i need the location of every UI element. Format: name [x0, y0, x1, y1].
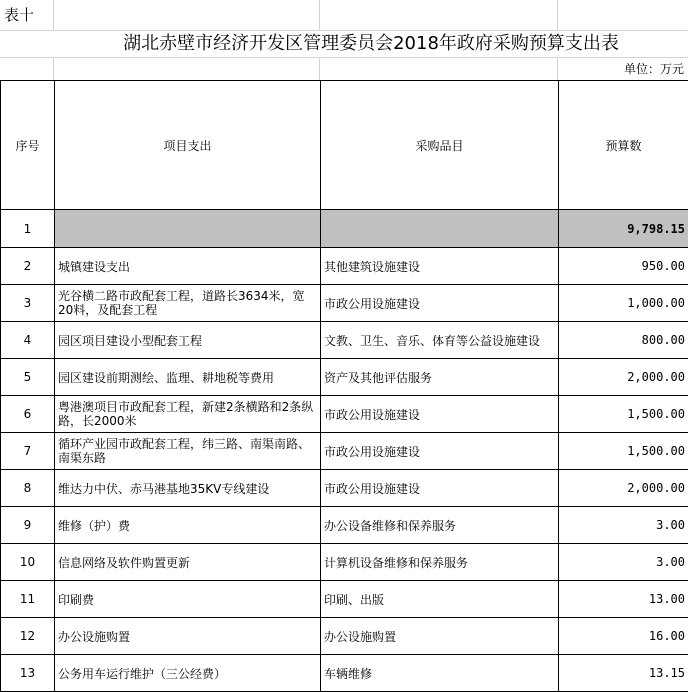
- row-seq: 2: [1, 248, 55, 285]
- budget-table: [0, 80, 688, 692]
- row-item: 办公设施购置: [55, 618, 321, 655]
- row-budget: 13.00: [559, 581, 688, 618]
- row-item: 园区项目建设小型配套工程: [55, 322, 321, 359]
- row-seq: 4: [1, 322, 55, 359]
- header-budget: 预算数: [559, 81, 688, 210]
- total-row: [1, 210, 688, 248]
- row-category: 车辆维修: [321, 655, 559, 692]
- row-item: 公务用车运行维护（三公经费）: [55, 655, 321, 692]
- row-seq: 11: [1, 581, 55, 618]
- row-item: 园区建设前期测绘、监理、耕地税等费用: [55, 359, 321, 396]
- row-category: 计算机设备维修和保养服务: [321, 544, 559, 581]
- row-seq: 13: [1, 655, 55, 692]
- row-seq: 8: [1, 470, 55, 507]
- row-seq: 3: [1, 285, 55, 322]
- unit-label: 单位：万元: [624, 61, 684, 77]
- row-budget: 1,500.00: [559, 433, 688, 470]
- gridline: [53, 57, 54, 80]
- row-category: 印刷、出版: [321, 581, 559, 618]
- row-seq: 9: [1, 507, 55, 544]
- row-category: 文教、卫生、音乐、体育等公益设施建设: [321, 322, 559, 359]
- row-item: 城镇建设支出: [55, 248, 321, 285]
- row-budget: 13.15: [559, 655, 688, 692]
- row-category: 其他建筑设施建设: [321, 248, 559, 285]
- header-seq: 序号: [1, 81, 55, 210]
- row-category: 市政公用设施建设: [321, 285, 559, 322]
- row-item: 光谷横二路市政配套工程，道路长3634米，宽20料，及配套工程: [55, 285, 321, 322]
- table-row: [1, 396, 688, 433]
- total-item: [55, 210, 321, 248]
- row-seq: 12: [1, 618, 55, 655]
- header-item: 项目支出: [55, 81, 321, 210]
- row-item: 印刷费: [55, 581, 321, 618]
- row-item: 信息网络及软件购置更新: [55, 544, 321, 581]
- row-category: 办公设施购置: [321, 618, 559, 655]
- row-seq: 6: [1, 396, 55, 433]
- table-row: [1, 470, 688, 507]
- row-item: 维修（护）费: [55, 507, 321, 544]
- row-category: 市政公用设施建设: [321, 396, 559, 433]
- page-title: 湖北赤壁市经济开发区管理委员会2018年政府采购预算支出表: [54, 31, 688, 57]
- row-budget: 950.00: [559, 248, 688, 285]
- table-row: [1, 507, 688, 544]
- table-row: [1, 544, 688, 581]
- gridline: [557, 57, 558, 80]
- row-seq: 10: [1, 544, 55, 581]
- row-category: 办公设备维修和保养服务: [321, 507, 559, 544]
- total-seq: 1: [1, 210, 55, 248]
- table-row: [1, 248, 688, 285]
- total-category: [321, 210, 559, 248]
- row-seq: 5: [1, 359, 55, 396]
- row-budget: 3.00: [559, 544, 688, 581]
- gridline: [557, 0, 558, 30]
- gridline: [0, 57, 688, 58]
- table-row: [1, 581, 688, 618]
- gridline: [319, 57, 320, 80]
- row-category: 资产及其他评估服务: [321, 359, 559, 396]
- row-budget: 1,000.00: [559, 285, 688, 322]
- row-item: 维达力中伏、赤马港基地35KV专线建设: [55, 470, 321, 507]
- table-row: [1, 618, 688, 655]
- row-category: 市政公用设施建设: [321, 433, 559, 470]
- header-category: 采购品目: [321, 81, 559, 210]
- row-item: 循环产业园市政配套工程，纬三路、南渠南路、南渠东路: [55, 433, 321, 470]
- total-budget: 9,798.15: [559, 210, 688, 248]
- table-row: [1, 285, 688, 322]
- row-budget: 800.00: [559, 322, 688, 359]
- row-seq: 7: [1, 433, 55, 470]
- row-budget: 16.00: [559, 618, 688, 655]
- header-row: [1, 81, 688, 210]
- row-category: 市政公用设施建设: [321, 470, 559, 507]
- row-budget: 2,000.00: [559, 359, 688, 396]
- row-budget: 2,000.00: [559, 470, 688, 507]
- table-row: [1, 359, 688, 396]
- row-budget: 1,500.00: [559, 396, 688, 433]
- table-row: [1, 655, 688, 692]
- row-budget: 3.00: [559, 507, 688, 544]
- row-item: 粤港澳项目市政配套工程，新建2条横路和2条纵路，长2000米: [55, 396, 321, 433]
- gridline: [319, 0, 320, 30]
- table-row: [1, 322, 688, 359]
- table-row: [1, 433, 688, 470]
- gridline: [53, 0, 54, 30]
- table-tag: 表十: [4, 5, 34, 25]
